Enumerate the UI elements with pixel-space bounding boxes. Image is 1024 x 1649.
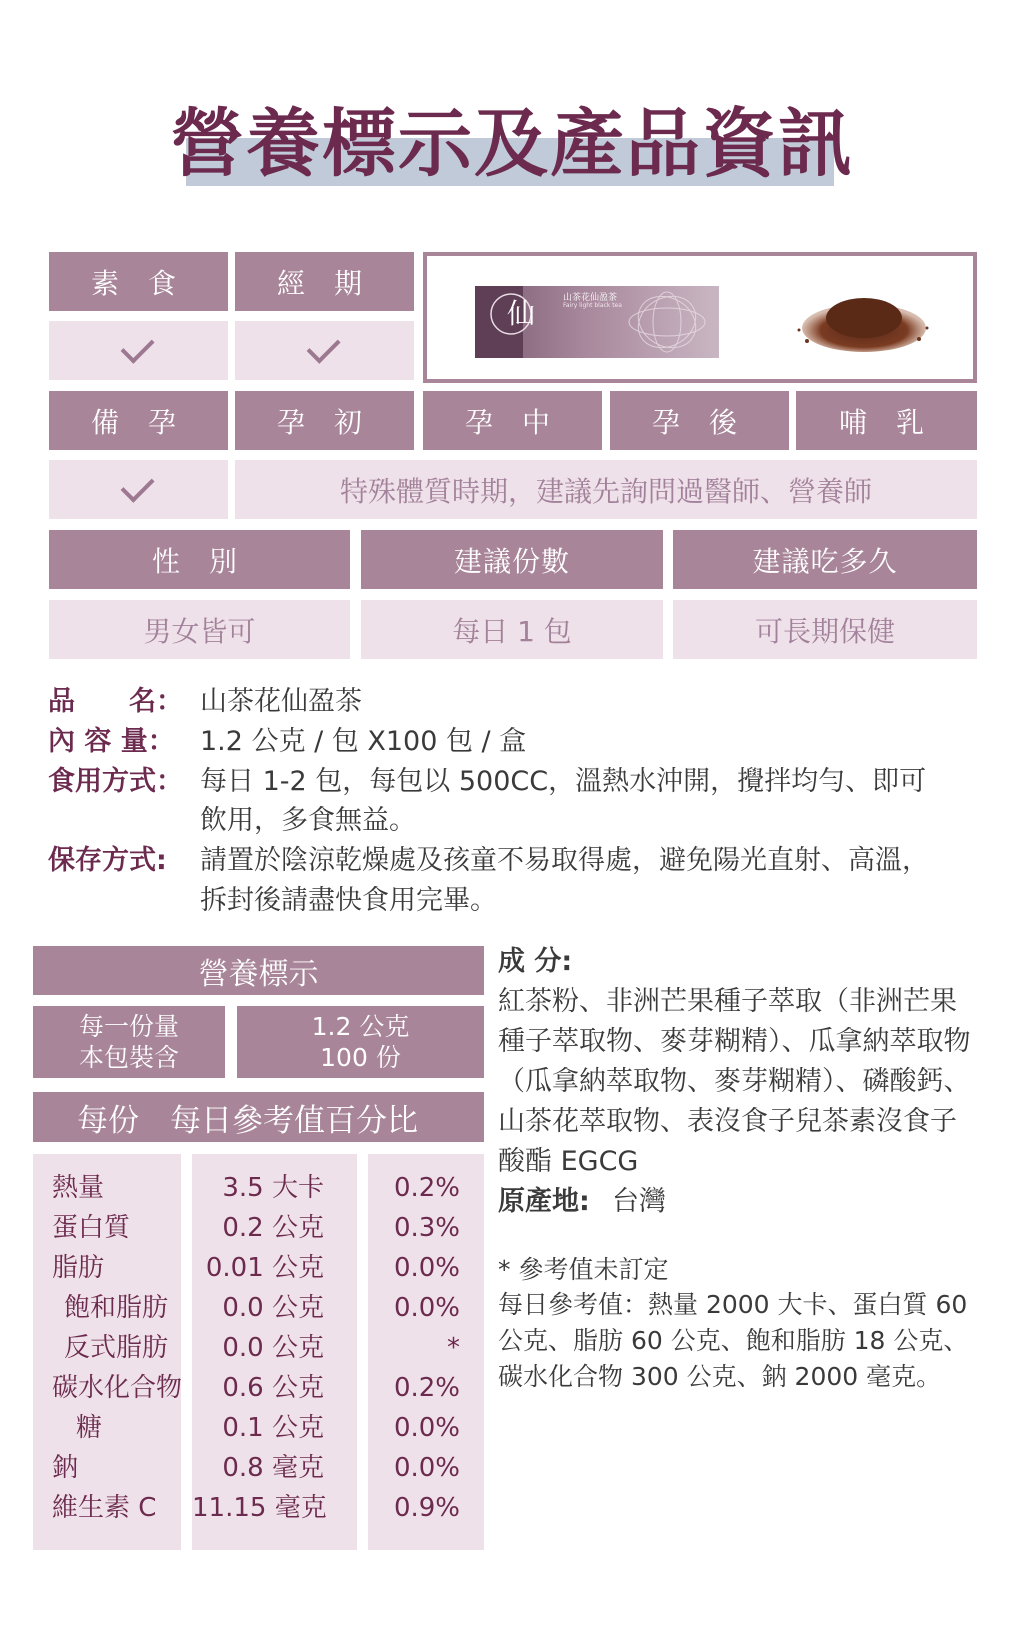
header-menstrual: 經 期 [235, 252, 414, 311]
package-name: 山茶花仙盈茶 [563, 293, 618, 303]
origin-value: 台灣 [612, 1186, 666, 1217]
product-image-box [423, 252, 977, 383]
servings-value: 每日 1 包 [361, 600, 663, 659]
header-vegetarian: 素 食 [49, 252, 228, 311]
nutrient-amount: 11.15 毫克 [192, 1493, 327, 1523]
nutrient-percent: 0.0% [393, 1413, 460, 1443]
usage-line-2: 飲用，多食無益。 [200, 805, 416, 836]
nutrient-amount: 0.6 公克 [222, 1373, 324, 1403]
nutrient-amount: 0.01 公克 [205, 1253, 324, 1283]
package-logo: 仙 [507, 297, 536, 330]
daily-value-line: 碳水化合物 300 公克、鈉 2000 毫克。 [498, 1362, 942, 1391]
special-note: 特殊體質時期，建議先詢問過醫師、營養師 [235, 460, 977, 519]
vegetarian-check-cell [49, 321, 228, 380]
ingredients-line: 山茶花萃取物、表沒食子兒茶素沒食子 [498, 1106, 957, 1137]
nutrient-amount: 0.1 公克 [222, 1413, 324, 1443]
usage-line-1: 每日 1-2 包，每包以 500CC，溫熱水沖開，攪拌均勻、即可 [200, 766, 927, 797]
nutrient-name: 脂肪 [52, 1253, 105, 1283]
menstrual-check-cell [235, 321, 414, 380]
page-title: 營養標示及產品資訊 [170, 101, 854, 187]
header-pre-pregnancy: 備 孕 [49, 391, 228, 450]
nutrient-name: 維生素 C [52, 1493, 157, 1523]
nutrient-amount: 0.2 公克 [222, 1213, 324, 1243]
nutrition-title: 營養標示 [33, 946, 484, 995]
serving-value-1: 1.2 公克 [311, 1012, 410, 1041]
ingredients-line: 種子萃取物、麥芽糊精）、瓜拿納萃取物 [498, 1026, 971, 1057]
header-lactation: 哺 乳 [796, 391, 977, 450]
duration-value: 可長期保健 [673, 600, 977, 659]
nutrient-name: 熱量 [52, 1173, 105, 1203]
name-value: 山茶花仙盈茶 [200, 686, 362, 717]
check-icon [120, 468, 154, 502]
ingredients-label: 成 分: [498, 946, 573, 977]
nutrient-amount: 0.0 公克 [222, 1293, 324, 1323]
reference-note: * 參考值未訂定 [498, 1255, 669, 1284]
nutrient-percent: 0.0% [393, 1293, 460, 1323]
header-late-pregnancy: 孕 後 [610, 391, 789, 450]
nutrient-amount: 3.5 大卡 [222, 1173, 324, 1203]
nutrient-amount: 0.0 公克 [222, 1333, 324, 1363]
nutrient-percent: 0.0% [393, 1253, 460, 1283]
content-value: 1.2 公克 / 包 X100 包 / 盒 [200, 726, 527, 757]
nutrient-percent: 0.3% [393, 1213, 460, 1243]
origin-label: 原產地: [498, 1186, 590, 1217]
header-early-pregnancy: 孕 初 [235, 391, 414, 450]
check-icon [306, 329, 340, 363]
ingredients-line: 紅茶粉、非洲芒果種子萃取（非洲芒果 [498, 986, 957, 1017]
serving-label-1: 每一份量 [78, 1012, 179, 1041]
header-duration: 建議吃多久 [673, 530, 977, 589]
nutrient-name: 糖 [76, 1413, 103, 1443]
header-mid-pregnancy: 孕 中 [423, 391, 602, 450]
nutrient-name: 飽和脂肪 [64, 1293, 169, 1323]
nutrient-percent: 0.2% [393, 1373, 460, 1403]
nutrient-name: 蛋白質 [52, 1213, 131, 1243]
nutrient-percent: 0.0% [393, 1453, 460, 1483]
nutrient-name: 反式脂肪 [64, 1333, 169, 1363]
ingredients-line: 酸酯 EGCG [498, 1146, 639, 1177]
ingredients-line: （瓜拿納萃取物、麥芽糊精）、磷酸鈣、 [498, 1066, 971, 1097]
storage-line-2: 拆封後請盡快食用完畢。 [200, 885, 497, 916]
usage-label: 食用方式： [48, 766, 183, 797]
content-label: 內 容 量： [48, 726, 175, 757]
nutrient-name: 碳水化合物 [52, 1373, 183, 1403]
package-subtitle: Fairy light black tea [563, 302, 622, 309]
daily-value-line: 每日參考值：熱量 2000 大卡、蛋白質 60 [498, 1290, 968, 1319]
storage-label: 保存方式: [48, 845, 167, 876]
serving-values [237, 1006, 484, 1078]
serving-value-2: 100 份 [320, 1043, 401, 1072]
pre-pregnancy-check-cell [49, 460, 228, 519]
nutrient-percent: * [447, 1333, 460, 1363]
daily-value-line: 公克、脂肪 60 公克、飽和脂肪 18 公克、 [498, 1326, 969, 1355]
name-label: 品 名： [48, 686, 183, 717]
check-icon [120, 329, 154, 363]
nutrient-percent: 0.9% [393, 1493, 460, 1523]
header-servings: 建議份數 [361, 530, 663, 589]
daily-percent-header: 每份 每日參考值百分比 [33, 1092, 484, 1142]
serving-label-2: 本包裝含 [78, 1043, 179, 1072]
storage-line-1: 請置於陰涼乾燥處及孩童不易取得處，避免陽光直射、高溫， [200, 845, 929, 876]
nutrient-name: 鈉 [52, 1453, 79, 1483]
serving-labels [33, 1006, 225, 1078]
nutrient-amount: 0.8 毫克 [222, 1453, 324, 1483]
header-gender: 性 別 [49, 530, 350, 589]
nutrient-percent: 0.2% [393, 1173, 460, 1203]
gender-value: 男女皆可 [49, 600, 350, 659]
